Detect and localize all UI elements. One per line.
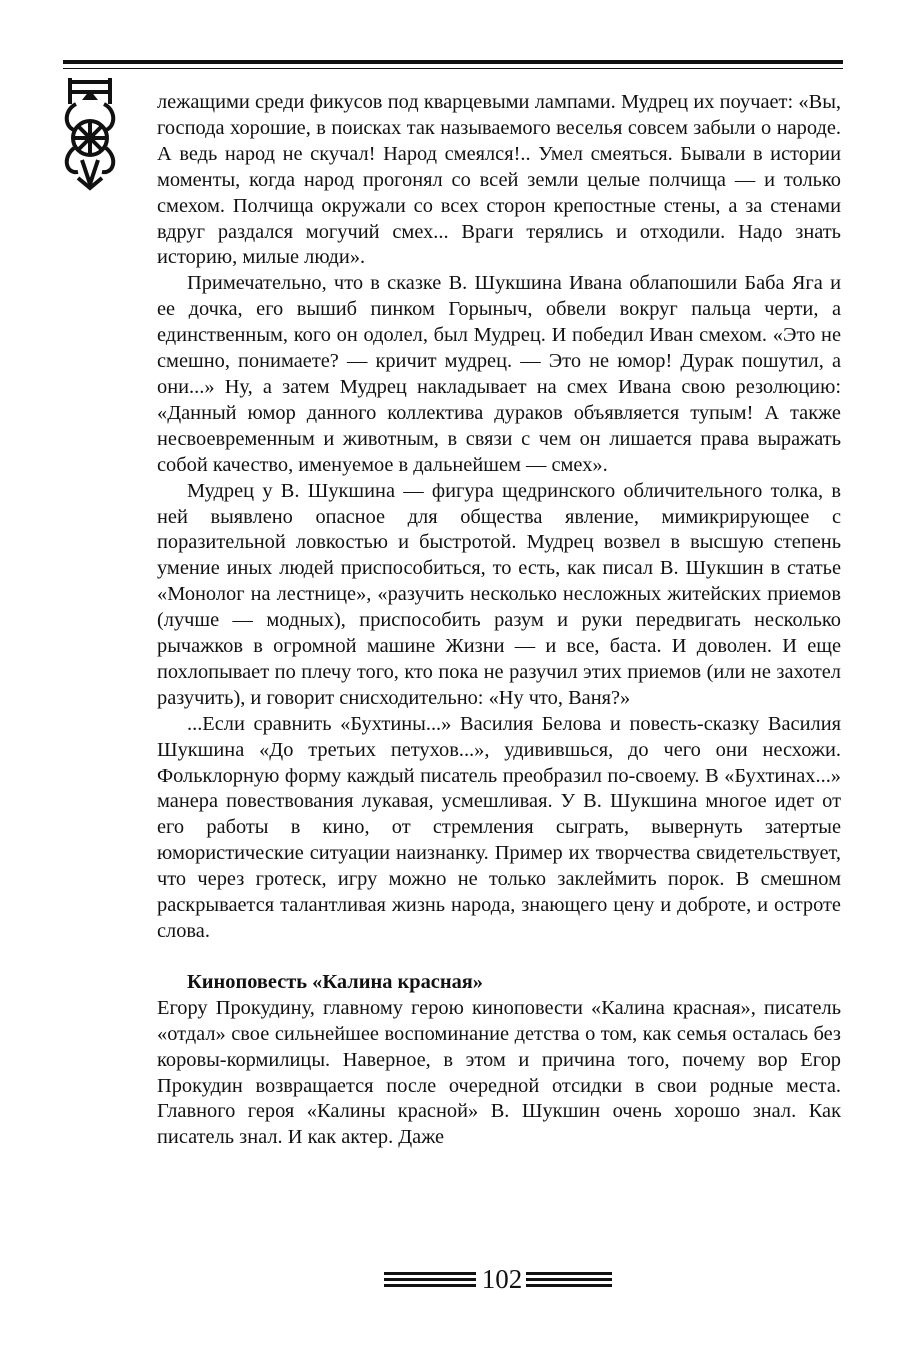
- section-heading: Киноповесть «Калина красная»: [187, 970, 483, 993]
- paragraph: Егору Прокудину, главному герою киноповести «Калина красная», писатель «отдал» свое сильнейшее воспоминание детства о том, как семья осталась без коровы-кормилицы. Наверное, в этом и причина того, почему вор Егор Прокудин возвращается после очередной отсидки в свои родные места. Главного героя «Калины красной» В. Шукшин очень хорошо знал. Как писатель знал. И как актер. Даже: [157, 996, 841, 1149]
- header-rule: [63, 60, 843, 69]
- footer-rule-left: [384, 1272, 476, 1286]
- paragraph: лежащими среди фикусов под кварцевыми лампами. Мудрец их поучает: «Вы, господа хорошие, в поисках так называемого веселья совсем забыли о народе. А ведь народ не скучал! Народ смеялся!.. Умел смеяться. Бывали в истории моменты, когда народ прогонял со всей земли целые полчища — и только смехом. Полчища окружали со всех сторон крепостные стены, а за стенами вдруг раздался могучий смех... Враги терялись и отходили. Надо знать историю, милые люди».: [157, 91, 841, 269]
- folk-ornament-icon: [60, 74, 120, 194]
- paragraph: Примечательно, что в сказке В. Шукшина Ивана облапошили Баба Яга и ее дочка, его вышиб пинком Горыныч, обвели вокруг пальца черти, а единственным, кого он одолел, был Мудрец. И победил Иван смехом. «Это не смешно, понимаете? — кричит мудрец. — Это не юмор! Дурак пошутил, а они...» Ну, а затем Мудрец накладывает на смех Ивана свою резолюцию: «Данный юмор данного коллектива дураков объявляется тупым! А также несвоевременным и животным, в связи с чем он лишается права выражать собой качество, именуемое в дальнейшем — смех».: [157, 272, 841, 476]
- page-body: [157, 90, 841, 1151]
- paragraph: ...Если сравнить «Бухтины...» Василия Белова и повесть-сказку Василия Шукшина «До третьих петухов...», удивившься, до чего они несхожи. Фольклорную форму каждый писатель преобразил по-своему. В «Бухтинах...» манера повествования лукавая, усмешливая. У В. Шукшина многое идет от его работы в кино, от стремления сыграть, вывернуть затертые юмористические ситуации наизнанку. Пример их творчества свидетельствует, что через гротеск, игру можно не только заклеймить порок. В смешном раскрывается талантливая жизнь народа, знающего цену и доброте, и остроте слова.: [157, 712, 841, 942]
- page-footer: [0, 1262, 907, 1302]
- paragraph: Мудрец у В. Шукшина — фигура щедринского обличительного толка, в ней выявлено опасное для общества явление, мимикрирующее с поразительной ловкостью и быстротой. Мудрец возвел в высшую степень умение иных людей приспособиться, то есть, как писал В. Шукшин в статье «Монолог на лестнице», «разучить несколько несложных житейских приемов (лучше — модных), приспособить разум и руки передвигать несколько рычажков в огромной машине Жизни — и все, баста. И доволен. И еще похлопывает по плечу того, кто пока не разучил этих приемов (или не захотел разучить), и говорит снисходительно: «Ну что, Ваня?»: [157, 479, 841, 709]
- page-number: 102: [481, 1264, 523, 1294]
- footer-rule-right: [526, 1272, 612, 1286]
